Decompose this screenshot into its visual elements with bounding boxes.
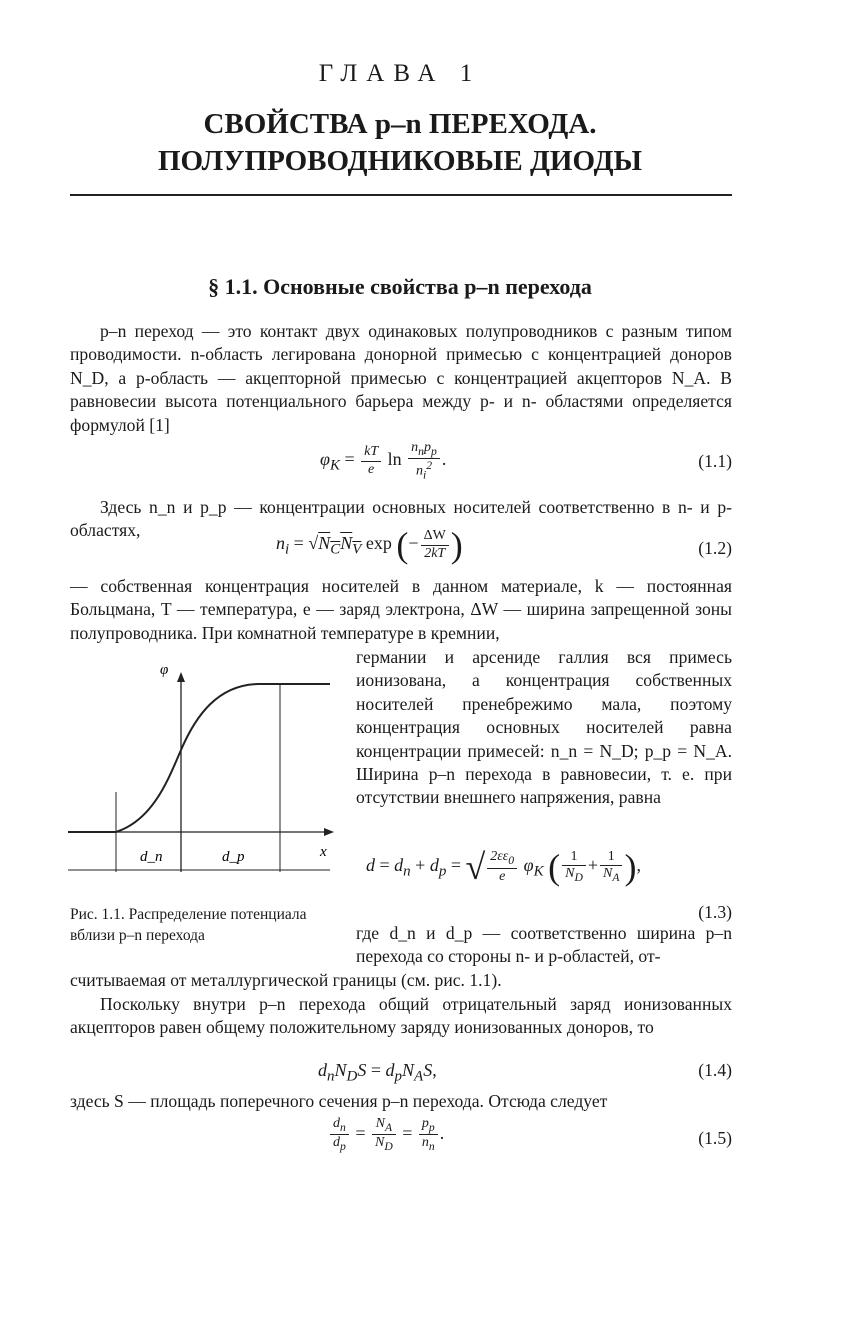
dn-label: d_n: [140, 849, 163, 865]
title-divider: [70, 194, 732, 196]
float-text-after: где d_n и d_p — соответственно ширина p–n перехода со стороны n- и p-областей, от-: [356, 923, 732, 967]
paragraph-4: считываемая от металлургической границы (см. рис. 1.1).: [70, 970, 502, 990]
equation-number-1-1: (1.1): [698, 451, 732, 471]
x-axis-arrow: [324, 828, 334, 836]
chapter-title: [0, 106, 800, 180]
section-heading: § 1.1. Основные свойства p–n перехода: [208, 274, 592, 299]
equation-1-3: $d = d_n + d_p$ = √ $\frac{2\varepsilon\varepsilon_0}{e}$ $\varphi_K$ ( $\frac{1}{N_D}$ + $\frac{1}{N_A}$ ),: [366, 847, 641, 887]
potential-curve: [68, 684, 330, 832]
y-axis-label: φ: [160, 662, 169, 678]
chapter-title-line1: СВОЙСТВА p–n ПЕРЕХОДА.: [203, 108, 597, 140]
equation-number-1-4: (1.4): [698, 1060, 732, 1080]
paragraph-5: Поскольку внутри p–n перехода общий отрицательный заряд ионизованных акцепторов равен общему положительному заряду ионизованных доноров, то: [70, 994, 732, 1038]
paragraph-6: здесь S — площадь поперечного сечения p–n перехода. Отсюда следует: [70, 1091, 608, 1111]
figure-1-1: [68, 660, 338, 880]
y-axis-arrow: [177, 672, 185, 682]
chapter-title-line2: ПОЛУПРОВОДНИКОВЫЕ ДИОДЫ: [157, 145, 643, 177]
x-axis-label: x: [320, 844, 327, 860]
paragraph-3: — собственная концентрация носителей в данном материале, k — постоянная Больцмана, T — температура, e — заряд электрона, ΔW — ширина запрещенной зоны полупроводника. При комнатной температуре в кремнии,: [70, 576, 732, 643]
paragraph-2: Здесь n_n и p_p — концентрации основных носителей соответственно в n- и p- областях,: [70, 497, 732, 541]
equation-1-1: $\varphi_K$ = $\frac{kT}{e}$ ln $\frac{n_np_p}{n_i^2}$ .: [320, 440, 447, 482]
equation-1-5: $\frac{d_n}{d_p}$ = $\frac{N_A}{N_D}$ = $\frac{p_p}{n_n}$ .: [328, 1116, 444, 1153]
chapter-heading: ГЛАВА 1: [318, 60, 482, 87]
figure-caption: Рис. 1.1. Распределение потенциала вблизи p–n перехода: [70, 906, 307, 944]
equation-number-1-5: (1.5): [698, 1128, 732, 1148]
float-text: германии и арсениде галлия вся примесь ионизована, а концентрация собственных носителей пренебрежимо мала, поэтому концентрация основных носителей равна концентрации примесей: n_n = N_D; p_p = N_A. Ширина p–n перехода в равновесии, т. е. при отсутствии внешнего напряжения, равна: [356, 647, 732, 808]
paragraph-1: p–n переход — это контакт двух одинаковых полупроводников с разным типом проводимости. n-область легирована донорной примесью с концентрацией доноров N_D, а p-область — акцепторной примесью с концентрацией акцепторов N_A. В равновесии высота потенциального барьера между p- и n- областями определяется формулой [1]: [70, 321, 732, 435]
equation-1-2: $n_i = √N_CN_V$ exp (− $\frac{\Delta W}{2kT}$ ): [276, 525, 463, 565]
dp-label: d_p: [222, 849, 245, 865]
equation-1-4: $d_nN_DS = d_pN_AS$,: [318, 1060, 437, 1085]
equation-number-1-3: (1.3): [698, 902, 732, 922]
equation-number-1-2: (1.2): [698, 538, 732, 558]
